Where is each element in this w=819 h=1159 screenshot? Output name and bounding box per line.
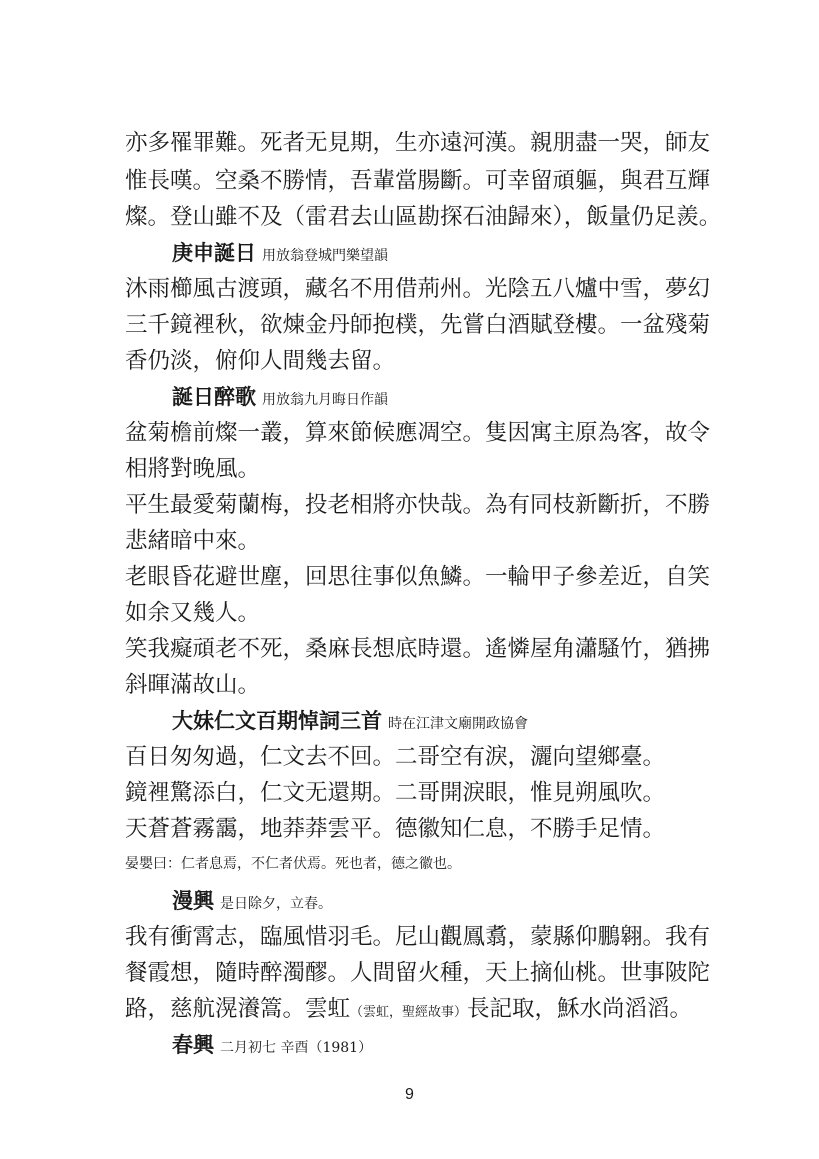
text-line: 香仍淡，俯仰人間幾去留。 [125, 348, 396, 374]
poem-heading [172, 886, 332, 919]
text-line: 斜暉滿故山。 [125, 672, 261, 698]
poem-title: 大妹仁文百期悼詞三首 [172, 709, 382, 733]
text-line: 百日匆匆過，仁文去不回。二哥空有淚，灑向望鄉臺。 [125, 744, 666, 770]
poem-heading [172, 238, 388, 271]
poem-heading [172, 382, 388, 415]
poem-subtitle: 用放翁九月晦日作韻 [262, 392, 388, 408]
text-line: 老眼昏花避世塵，回思往事似魚鱗。一輪甲子參差近，自笑 [125, 564, 711, 590]
text-line: 餐霞想，隨時醉濁醪。人間留火種，天上摘仙桃。世事陂陀 [125, 960, 711, 986]
poem-heading [172, 1030, 372, 1063]
text-line: 鏡裡驚添白，仁文无還期。二哥開淚眼，惟見朔風吹。 [125, 780, 666, 806]
text-line: 亦多罹罪難。死者无見期，生亦遠河漢。親朋盡一哭，師友 [125, 130, 711, 156]
poem-title: 庚申誕日 [172, 241, 256, 265]
text-segment: 長記取，穌水尚滔滔。 [467, 996, 693, 1022]
poem-heading [172, 706, 528, 739]
text-line: 沐雨櫛風古渡頭，藏名不用借荊州。光陰五八爐中雪，夢幻 [125, 276, 711, 302]
poem-subtitle: 二月初七 辛酉（1981） [220, 1040, 373, 1056]
text-line: 悲緒暗中來。 [125, 528, 261, 554]
text-line: 惟長嘆。空桑不勝情，吾輩當腸斷。可幸留頑軀，與君互輝 [125, 168, 711, 194]
footnote: 晏嬰曰：仁者息焉，不仁者伏焉。死也者，德之徽也。 [125, 856, 461, 872]
poem-title: 誕日醉歌 [172, 385, 256, 409]
page-number: 9 [405, 1086, 414, 1103]
text-line: 三千鏡裡秋，欲煉金丹師抱樸，先嘗白酒賦登樓。一盆殘菊 [125, 312, 711, 338]
poem-subtitle: 用放翁登城門樂望韻 [262, 248, 388, 264]
inline-note: （雲虹，聖經故事） [350, 1005, 468, 1020]
poem-subtitle: 時在江津文廟開政協會 [388, 716, 528, 732]
text-line: 相將對晚風。 [125, 456, 261, 482]
text-segment: 路，慈航滉瀁篙。雲虹 [125, 996, 351, 1022]
text-line: 我有衝霄志，臨風惜羽毛。尼山觀鳳翥，蒙縣仰鵬翱。我有 [125, 924, 711, 950]
text-line: 如余又幾人。 [125, 600, 261, 626]
text-line: 笑我癡頑老不死，桑麻長想底時還。遙憐屋角瀟騷竹，猶拂 [125, 636, 711, 662]
poem-title: 春興 [172, 1033, 214, 1057]
text-line: 燦。登山雖不及（雷君去山區勘探石油歸來），飯量仍足羨。 [125, 204, 722, 230]
text-line: 盆菊檐前燦一叢，算來節候應凋空。隻因寓主原為客，故令 [125, 420, 711, 446]
text-line [125, 994, 692, 1028]
text-line: 平生最愛菊蘭梅，投老相將亦快哉。為有同枝新斷折，不勝 [125, 492, 711, 518]
poem-title: 漫興 [172, 889, 214, 913]
text-line: 天蒼蒼霧靄，地莽莽雲平。德徽知仁息，不勝手足情。 [125, 816, 666, 842]
poem-subtitle: 是日除夕，立春。 [220, 896, 332, 912]
